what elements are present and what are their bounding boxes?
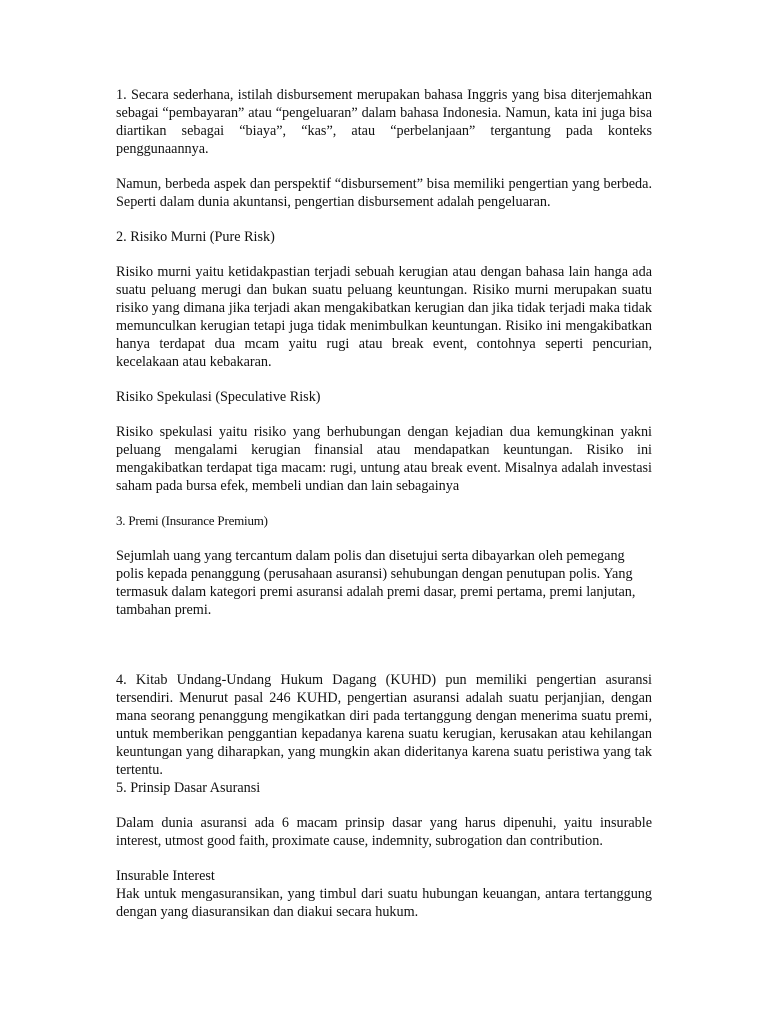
blank-space bbox=[116, 636, 652, 671]
paragraph-insurance-premium: Sejumlah uang yang tercantum dalam polis dan disetujui serta dibayarkan oleh pemegang polis kepada penanggung (perusahaan asuransi) sehubungan dengan penutupan polis. Yang termasuk dalam kategori premi asuransi adalah premi dasar, premi pertama, premi lanjutan, tambahan premi. bbox=[116, 548, 636, 618]
paragraph-speculative-risk: Risiko spekulasi yaitu risiko yang berhubungan dengan kejadian dua kemungkinan yakni peluang mengalami kerugian finansial atau mendapatkan keuntungan. Risiko ini mengakibatkan terdapat tiga macam: rugi, untung atau break event. Misalnya adalah investasi saham pada bursa efek, membeli undian dan lain sebagainya bbox=[116, 424, 652, 494]
heading-insurance-premium: 3. Premi (Insurance Premium) bbox=[116, 513, 268, 528]
paragraph-insurable-interest: Hak untuk mengasuransikan, yang timbul dari suatu hubungan keuangan, antara tertanggung dengan yang diasuransikan dan diakui secara hukum. bbox=[116, 886, 652, 920]
heading-insurable-interest: Insurable Interest bbox=[116, 868, 215, 884]
heading-insurance-principles: 5. Prinsip Dasar Asuransi bbox=[116, 780, 261, 796]
paragraph-insurance-principles: Dalam dunia asuransi ada 6 macam prinsip dasar yang harus dipenuhi, yaitu insurable interest, utmost good faith, proximate cause, indemnity, subrogation dan contribution. bbox=[116, 815, 652, 849]
paragraph-disbursement-perspective: Namun, berbeda aspek dan perspektif “disbursement” bisa memiliki pengertian yang berbeda. Seperti dalam dunia akuntansi, pengertian disbursement adalah pengeluaran. bbox=[116, 176, 652, 210]
paragraph-kuhd: 4. Kitab Undang-Undang Hukum Dagang (KUHD) pun memiliki pengertian asuransi tersendiri. Menurut pasal 246 KUHD, pengertian asuransi adalah suatu perjanjian, dengan mana seorang penanggung mengikatkan diri pada tertanggung dengan menerima suatu premi, untuk memberikan penggantian kepadanya karena suatu kerugian, kerusakan atau kehilangan keuntungan yang diharapkan, yang mungkin akan dideritanya karena suatu peristiwa yang tak tertentu. bbox=[116, 672, 652, 778]
document-page bbox=[116, 86, 652, 938]
paragraph-disbursement-definition: 1. Secara sederhana, istilah disbursement merupakan bahasa Inggris yang bisa diterjemahkan sebagai “pembayaran” atau “pengeluaran” dalam bahasa Indonesia. Namun, kata ini juga bisa diartikan sebagai “biaya”, “kas”, atau “perbelanjaan” tergantung pada konteks penggunaannya. bbox=[116, 87, 652, 157]
heading-pure-risk: 2. Risiko Murni (Pure Risk) bbox=[116, 229, 275, 245]
paragraph-pure-risk: Risiko murni yaitu ketidakpastian terjadi sebuah kerugian atau dengan bahasa lain hanga ada suatu peluang merugi dan bukan suatu peluang keuntungan. Risiko murni merupakan suatu risiko yang dimana jika terjadi akan mengakibatkan kerugian dan jika tidak terjadi maka tidak memunculkan kerugian tetapi juga tidak menimbulkan keuntungan. Risiko ini mengakibatkan hanya terdapat dua mcam yaitu rugi atau break event, contohnya seperti pencurian, kecelakaan atau kebakaran. bbox=[116, 264, 652, 370]
heading-speculative-risk: Risiko Spekulasi (Speculative Risk) bbox=[116, 389, 321, 405]
